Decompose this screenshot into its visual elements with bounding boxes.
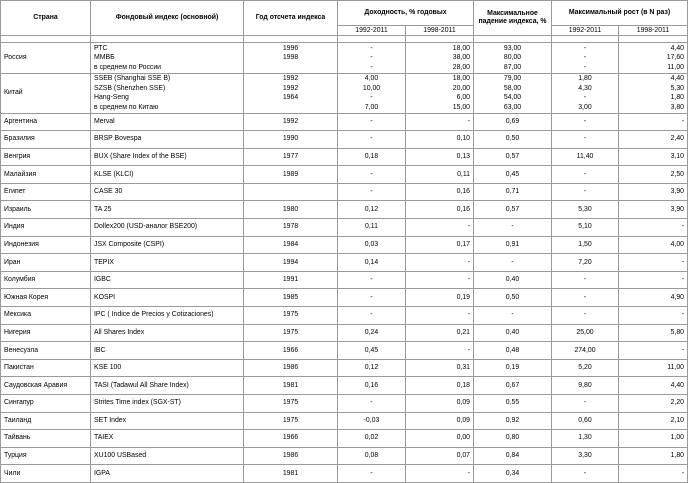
cell-index: XU100 USBased: [91, 447, 244, 465]
cell-growth-1992-2011: 11,40: [552, 148, 619, 166]
cell-year: 1975: [244, 307, 338, 325]
table-row: [1, 412, 688, 430]
cell-yield-1992-2011-line: -: [370, 54, 373, 61]
cell-growth-1998-2011: -: [619, 465, 688, 483]
cell-country: Индия: [1, 219, 91, 237]
cell-country: Израиль: [1, 201, 91, 219]
cell-yield-1998-2011: 0,16: [406, 201, 474, 219]
cell-max-drop: 0,40: [474, 324, 552, 342]
cell-index-line: SSEB (Shanghai SSE B): [94, 75, 171, 82]
cell-growth-1998-2011: 1,00: [619, 430, 688, 448]
table-row: [1, 395, 688, 413]
cell-country: Колумбия: [1, 271, 91, 289]
cell-growth-1998-2011: -: [619, 254, 688, 272]
cell-max-drop: 0,57: [474, 201, 552, 219]
cell-yield-1992-2011: -: [338, 131, 406, 149]
cell-max-drop: 0,57: [474, 148, 552, 166]
cell-year: 1990: [244, 131, 338, 149]
cell-year: 1966: [244, 342, 338, 360]
cell-growth-1992-2011: -: [552, 289, 619, 307]
cell-year: [244, 73, 338, 113]
cell-index: JSX Composite (CSPI): [91, 236, 244, 254]
cell-max-drop: 0,69: [474, 113, 552, 131]
cell-yield-1992-2011: 0,08: [338, 447, 406, 465]
cell-growth-1992-2011: 7,20: [552, 254, 619, 272]
cell-yield-1998-2011: 0,11: [406, 166, 474, 184]
cell-max-drop: -: [474, 219, 552, 237]
cell-growth-1998-2011-line: 5,30: [670, 84, 684, 92]
cell-max-drop-line: 93,00: [503, 44, 522, 52]
cell-growth-1998-2011: -: [619, 113, 688, 131]
cell-max-drop: 0,80: [474, 430, 552, 448]
cell-index: IGBC: [91, 271, 244, 289]
cell-growth-1998-2011-line: 4,40: [670, 44, 684, 52]
cell-country: Саудовская Аравия: [1, 377, 91, 395]
cell-country: Малайзия: [1, 166, 91, 184]
cell-yield-1998-2011: 0,16: [406, 183, 474, 201]
cell-growth-1992-2011: 0,60: [552, 412, 619, 430]
cell-yield-1992-2011: 0,11: [338, 219, 406, 237]
cell-index: IGPA: [91, 465, 244, 483]
cell-index-line: ММВБ: [94, 54, 115, 61]
cell-yield-1992-2011: 0,45: [338, 342, 406, 360]
cell-growth-1992-2011-line: -: [583, 94, 587, 101]
cell-max-drop: 0,45: [474, 166, 552, 184]
cell-growth-1992-2011: [552, 73, 619, 113]
cell-yield-1992-2011: -: [338, 465, 406, 483]
cell-index: Merval: [91, 113, 244, 131]
cell-index: BRSP Bovespa: [91, 131, 244, 149]
header-growth-period-1: 1992-2011: [552, 26, 619, 36]
cell-max-drop: 0,91: [474, 236, 552, 254]
table-row: [1, 166, 688, 184]
cell-yield-1998-2011: -: [406, 465, 474, 483]
spacer-row: [1, 36, 688, 43]
cell-growth-1998-2011-line: 17,60: [666, 54, 684, 61]
cell-growth-1992-2011: [552, 43, 619, 74]
cell-year: 1986: [244, 447, 338, 465]
cell-country: Турция: [1, 447, 91, 465]
header-year: Год отсчета индекса: [244, 1, 338, 36]
header-country: Страна: [1, 1, 91, 36]
cell-growth-1998-2011: -: [619, 342, 688, 360]
cell-yield-1998-2011: -: [406, 113, 474, 131]
cell-max-drop: [474, 43, 552, 74]
cell-max-drop: 0,71: [474, 183, 552, 201]
header-yield-period-2: 1998-2011: [406, 26, 474, 36]
cell-index: KSE 100: [91, 359, 244, 377]
cell-index-line: в среднем по Китаю: [94, 103, 159, 111]
cell-growth-1992-2011: 1,30: [552, 430, 619, 448]
cell-yield-1992-2011: -: [338, 307, 406, 325]
cell-yield-1992-2011: 0,12: [338, 359, 406, 377]
cell-max-drop-line: 80,00: [503, 54, 522, 61]
cell-country: Южная Корея: [1, 289, 91, 307]
table-row: [1, 148, 688, 166]
cell-yield-1992-2011: 0,24: [338, 324, 406, 342]
cell-year: 1992: [244, 113, 338, 131]
table-row: [1, 219, 688, 237]
cell-yield-1992-2011-line: 4,00: [364, 75, 379, 82]
cell-max-drop-line: 87,00: [503, 63, 522, 71]
cell-growth-1998-2011: 1,80: [619, 447, 688, 465]
cell-growth-1992-2011: -: [552, 113, 619, 131]
cell-yield-1992-2011: 0,12: [338, 201, 406, 219]
cell-year: [244, 183, 338, 201]
cell-yield-1998-2011: [406, 73, 474, 113]
cell-yield-1992-2011: -: [338, 289, 406, 307]
cell-country: Венесуэла: [1, 342, 91, 360]
cell-index: All Shares Index: [91, 324, 244, 342]
cell-year: 1984: [244, 236, 338, 254]
cell-index: [91, 73, 244, 113]
cell-max-drop-line: 54,00: [503, 94, 522, 101]
cell-growth-1992-2011: 9,80: [552, 377, 619, 395]
cell-growth-1998-2011: -: [619, 307, 688, 325]
cell-yield-1992-2011: -: [338, 183, 406, 201]
table-row: [1, 447, 688, 465]
cell-year: 1980: [244, 201, 338, 219]
cell-yield-1998-2011-line: 28,00: [452, 63, 470, 71]
table-row: [1, 377, 688, 395]
cell-growth-1998-2011: 2,50: [619, 166, 688, 184]
cell-yield-1998-2011: 0,09: [406, 395, 474, 413]
cell-growth-1998-2011: 2,10: [619, 412, 688, 430]
cell-yield-1998-2011: -: [406, 254, 474, 272]
cell-year: 1986: [244, 359, 338, 377]
cell-growth-1992-2011-line: -: [583, 44, 587, 52]
cell-growth-1998-2011: 11,00: [619, 359, 688, 377]
cell-growth-1998-2011: 3,90: [619, 183, 688, 201]
cell-yield-1992-2011: -: [338, 395, 406, 413]
header-growth: Максимальный рост (в N раз): [552, 1, 688, 26]
cell-yield-1998-2011: 0,00: [406, 430, 474, 448]
cell-index: KOSPI: [91, 289, 244, 307]
cell-growth-1992-2011: 25,00: [552, 324, 619, 342]
cell-growth-1998-2011-line: 4,40: [670, 75, 684, 82]
header-yield: Доходность, % годовых: [338, 1, 474, 26]
cell-growth-1992-2011-line: 3,00: [578, 103, 592, 111]
table-body: [1, 36, 688, 483]
cell-year-line: [247, 63, 334, 73]
cell-yield-1998-2011-line: 20,00: [452, 84, 470, 92]
cell-growth-1992-2011: -: [552, 183, 619, 201]
cell-yield-1998-2011-line: 38,00: [452, 54, 470, 61]
cell-growth-1998-2011: 5,80: [619, 324, 688, 342]
cell-index: TASI (Tadawul All Share Index): [91, 377, 244, 395]
cell-country: Россия: [1, 43, 91, 74]
cell-index: TAIEX: [91, 430, 244, 448]
cell-yield-1998-2011: 0,10: [406, 131, 474, 149]
cell-year-line: 1992: [282, 84, 299, 92]
cell-country: Аргентина: [1, 113, 91, 131]
cell-country: Чили: [1, 465, 91, 483]
cell-growth-1998-2011: 4,40: [619, 377, 688, 395]
cell-growth-1992-2011: 274,00: [552, 342, 619, 360]
cell-growth-1992-2011: 5,10: [552, 219, 619, 237]
cell-year: 1989: [244, 166, 338, 184]
cell-index: KLSE (KLCI): [91, 166, 244, 184]
cell-max-drop: 0,19: [474, 359, 552, 377]
cell-growth-1998-2011-line: 1,80: [670, 94, 684, 101]
cell-index: CASE 30: [91, 183, 244, 201]
cell-year: [244, 43, 338, 74]
cell-yield-1998-2011: -: [406, 271, 474, 289]
cell-max-drop: 0,84: [474, 447, 552, 465]
cell-index: Dollex200 (USD-аналог BSE200): [91, 219, 244, 237]
cell-year: 1991: [244, 271, 338, 289]
cell-yield-1998-2011: 0,19: [406, 289, 474, 307]
cell-index: BUX (Share Index of the BSE): [91, 148, 244, 166]
cell-index: [91, 43, 244, 74]
cell-yield-1998-2011-line: 18,00: [452, 75, 470, 82]
cell-index: TA 25: [91, 201, 244, 219]
cell-yield-1992-2011: -: [338, 113, 406, 131]
cell-yield-1992-2011: [338, 73, 406, 113]
cell-year: 1975: [244, 412, 338, 430]
cell-index-line: в среднем по России: [94, 63, 162, 71]
cell-growth-1998-2011: -: [619, 219, 688, 237]
table-row: [1, 324, 688, 342]
cell-country: Китай: [1, 73, 91, 113]
table-row: [1, 113, 688, 131]
cell-year: 1975: [244, 324, 338, 342]
cell-yield-1998-2011-line: 6,00: [456, 94, 470, 101]
header-index: Фондовый индекс (основной): [91, 1, 244, 36]
cell-index: Strites Time index (SGX-ST): [91, 395, 244, 413]
cell-growth-1998-2011: -: [619, 271, 688, 289]
cell-growth-1992-2011: -: [552, 465, 619, 483]
cell-growth-1992-2011: -: [552, 131, 619, 149]
cell-growth-1992-2011: -: [552, 166, 619, 184]
cell-country: Мексика: [1, 307, 91, 325]
cell-year-line: [247, 103, 334, 113]
cell-year: 1978: [244, 219, 338, 237]
cell-country: Сингапур: [1, 395, 91, 413]
cell-growth-1992-2011-line: 1,80: [578, 75, 592, 82]
cell-yield-1998-2011: 0,13: [406, 148, 474, 166]
cell-growth-1998-2011: 2,40: [619, 131, 688, 149]
table-row: [1, 236, 688, 254]
cell-year: 1977: [244, 148, 338, 166]
cell-year: 1975: [244, 395, 338, 413]
cell-growth-1992-2011: 5,30: [552, 201, 619, 219]
cell-index-line: SZSB (Shenzhen SSE): [94, 84, 166, 92]
table-row: [1, 254, 688, 272]
cell-year-line: 1998: [282, 54, 299, 61]
cell-yield-1998-2011: 0,18: [406, 377, 474, 395]
cell-country: Пакистан: [1, 359, 91, 377]
table-row: [1, 430, 688, 448]
cell-growth-1998-2011-line: 3,80: [670, 103, 684, 111]
cell-max-drop: 0,50: [474, 131, 552, 149]
cell-yield-1992-2011: 0,03: [338, 236, 406, 254]
cell-yield-1992-2011: 0,14: [338, 254, 406, 272]
cell-year-line: 1996: [282, 44, 299, 52]
cell-growth-1998-2011: 4,00: [619, 236, 688, 254]
cell-year-line: 1992: [282, 75, 299, 82]
cell-growth-1998-2011-line: 11,00: [667, 63, 684, 71]
cell-year: 1985: [244, 289, 338, 307]
table-row: [1, 183, 688, 201]
cell-country: Нигерия: [1, 324, 91, 342]
cell-yield-1992-2011-line: 10,00: [362, 84, 381, 92]
cell-country: Венгрия: [1, 148, 91, 166]
cell-max-drop: 0,55: [474, 395, 552, 413]
cell-max-drop: [474, 73, 552, 113]
cell-max-drop-line: 58,00: [503, 84, 522, 92]
table-row: [1, 307, 688, 325]
cell-max-drop-line: 63,00: [503, 103, 522, 111]
cell-country: Тайвань: [1, 430, 91, 448]
cell-max-drop: 0,48: [474, 342, 552, 360]
cell-year: 1981: [244, 377, 338, 395]
table-row: [1, 289, 688, 307]
cell-yield-1998-2011: 0,21: [406, 324, 474, 342]
cell-year: 1966: [244, 430, 338, 448]
cell-yield-1992-2011: 0,18: [338, 148, 406, 166]
table-row: [1, 342, 688, 360]
cell-max-drop: 0,92: [474, 412, 552, 430]
table-row-group: [1, 43, 688, 74]
cell-country: Египет: [1, 183, 91, 201]
cell-max-drop: 0,67: [474, 377, 552, 395]
cell-growth-1992-2011: -: [552, 307, 619, 325]
cell-year: 1981: [244, 465, 338, 483]
table-row: [1, 201, 688, 219]
cell-growth-1998-2011: [619, 43, 688, 74]
cell-index: IPC ( Indice de Precios y Cotizaciones): [91, 307, 244, 325]
cell-yield-1998-2011: -: [406, 342, 474, 360]
cell-growth-1998-2011: 3,10: [619, 148, 688, 166]
header-growth-period-2: 1998-2011: [619, 26, 688, 36]
cell-index: SET Index: [91, 412, 244, 430]
cell-growth-1998-2011: 4,90: [619, 289, 688, 307]
header-drop: Максимальное падение индекса, %: [474, 1, 552, 36]
cell-growth-1992-2011: -: [552, 395, 619, 413]
cell-yield-1992-2011: -0,03: [338, 412, 406, 430]
cell-max-drop: 0,34: [474, 465, 552, 483]
cell-growth-1992-2011: 1,50: [552, 236, 619, 254]
cell-max-drop: -: [474, 307, 552, 325]
cell-yield-1992-2011-line: 7,00: [364, 103, 379, 111]
cell-yield-1998-2011-line: 18,00: [452, 44, 470, 52]
cell-yield-1992-2011: -: [338, 166, 406, 184]
cell-country: Иран: [1, 254, 91, 272]
cell-country: Таиланд: [1, 412, 91, 430]
table-row-group: [1, 73, 688, 113]
cell-index: IBC: [91, 342, 244, 360]
cell-growth-1992-2011: -: [552, 271, 619, 289]
cell-yield-1998-2011: 0,31: [406, 359, 474, 377]
cell-country: Индонезия: [1, 236, 91, 254]
header-yield-period-1: 1992-2011: [338, 26, 406, 36]
cell-yield-1992-2011: 0,02: [338, 430, 406, 448]
cell-yield-1998-2011-line: 15,00: [452, 103, 470, 111]
cell-growth-1998-2011: 3,90: [619, 201, 688, 219]
cell-growth-1992-2011: 3,30: [552, 447, 619, 465]
cell-yield-1998-2011: [406, 43, 474, 74]
cell-growth-1998-2011: [619, 73, 688, 113]
table-row: [1, 271, 688, 289]
cell-yield-1998-2011: 0,17: [406, 236, 474, 254]
cell-growth-1992-2011-line: -: [583, 54, 587, 61]
table-row: [1, 359, 688, 377]
cell-max-drop: 0,40: [474, 271, 552, 289]
cell-growth-1992-2011: 5,20: [552, 359, 619, 377]
cell-year: 1994: [244, 254, 338, 272]
cell-yield-1992-2011: [338, 43, 406, 74]
cell-growth-1992-2011-line: -: [583, 63, 587, 71]
cell-index: TEPIX: [91, 254, 244, 272]
cell-max-drop: -: [474, 254, 552, 272]
cell-index-line: РТС: [94, 44, 108, 52]
cell-index-line: Hang-Seng: [94, 94, 129, 101]
cell-yield-1992-2011-line: -: [370, 63, 373, 71]
cell-yield-1998-2011: -: [406, 307, 474, 325]
cell-yield-1998-2011: 0,09: [406, 412, 474, 430]
cell-yield-1992-2011: -: [338, 271, 406, 289]
cell-yield-1998-2011: -: [406, 219, 474, 237]
cell-year-line: 1964: [282, 94, 299, 101]
cell-yield-1992-2011-line: -: [370, 94, 373, 101]
cell-yield-1998-2011: 0,07: [406, 447, 474, 465]
cell-yield-1992-2011-line: -: [370, 44, 373, 52]
cell-growth-1992-2011-line: 4,30: [578, 84, 592, 92]
cell-growth-1998-2011: 2,20: [619, 395, 688, 413]
cell-country: Бразилия: [1, 131, 91, 149]
cell-max-drop: 0,50: [474, 289, 552, 307]
table-row: [1, 131, 688, 149]
cell-yield-1992-2011: 0,16: [338, 377, 406, 395]
cell-max-drop-line: 79,00: [503, 75, 522, 82]
